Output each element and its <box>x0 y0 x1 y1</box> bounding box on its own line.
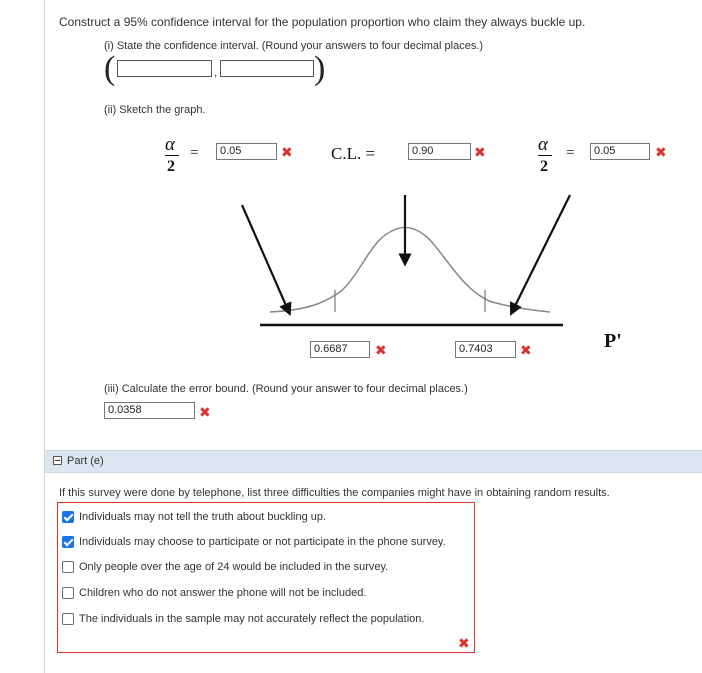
part-e-title: Part (e) <box>67 455 104 467</box>
option-label: Individuals may not tell the truth about buckling up. <box>79 511 327 523</box>
incorrect-x-icon: ✖ <box>655 144 667 160</box>
normal-curve <box>270 227 550 312</box>
interval-upper-input[interactable] <box>220 60 314 77</box>
close-paren: ) <box>314 50 326 87</box>
checkbox-checked[interactable] <box>62 511 74 523</box>
denominator: 2 <box>540 158 548 175</box>
option-label: Individuals may choose to participate or not participate in the phone survey. <box>79 536 446 548</box>
part-i-label: (i) State the confidence interval. (Round your answers to four decimal places.) <box>104 40 484 52</box>
upper-bound-input[interactable]: 0.7403 <box>455 341 516 358</box>
checkbox-checked[interactable] <box>62 536 74 548</box>
part-e-header[interactable] <box>45 450 702 473</box>
option-5[interactable] <box>58 611 474 629</box>
question-intro: Construct a 95% confidence interval for the population proportion who claim they always buckle up. <box>59 15 586 29</box>
option-label: Only people over the age of 24 would be included in the survey. <box>79 561 389 573</box>
part-e-prompt: If this survey were done by telephone, list three difficulties the companies might have in obtaining random results. <box>59 487 610 499</box>
option-2[interactable] <box>58 534 474 552</box>
cl-label: C.L. = <box>331 144 376 163</box>
open-paren: ( <box>104 50 116 87</box>
option-3[interactable] <box>58 559 474 577</box>
alpha-symbol: α <box>165 134 175 155</box>
alpha-right-input[interactable]: 0.05 <box>590 143 650 160</box>
incorrect-x-icon: ✖ <box>458 635 470 651</box>
incorrect-x-icon: ✖ <box>474 144 486 160</box>
option-4[interactable] <box>58 585 474 603</box>
incorrect-x-icon: ✖ <box>199 404 211 420</box>
fraction-bar <box>165 155 179 156</box>
collapse-minus-icon[interactable] <box>53 456 62 465</box>
equals-sign: = <box>190 145 199 161</box>
error-bound-input[interactable]: 0.0358 <box>104 402 195 419</box>
part-ii-label: (ii) Sketch the graph. <box>104 104 206 116</box>
option-1[interactable] <box>58 509 474 527</box>
alpha-symbol: α <box>538 134 548 155</box>
part-iii-label: (iii) Calculate the error bound. (Round your answer to four decimal places.) <box>104 383 468 395</box>
option-label: The individuals in the sample may not accurately reflect the population. <box>79 613 425 625</box>
option-label: Children who do not answer the phone will not be included. <box>79 587 367 599</box>
incorrect-x-icon: ✖ <box>281 144 293 160</box>
equals-sign: = <box>566 145 575 161</box>
incorrect-x-icon: ✖ <box>520 342 532 358</box>
bell-curve-sketch <box>230 180 590 340</box>
lower-bound-input[interactable]: 0.6687 <box>310 341 370 358</box>
content-left-border <box>44 0 45 673</box>
fraction-bar <box>538 155 552 156</box>
p-prime-label: P' <box>604 330 622 352</box>
checkbox-unchecked[interactable] <box>62 613 74 625</box>
answer-options-box <box>57 502 475 653</box>
right-tail-arrow <box>513 195 570 310</box>
incorrect-x-icon: ✖ <box>375 342 387 358</box>
checkbox-unchecked[interactable] <box>62 561 74 573</box>
denominator: 2 <box>167 158 175 175</box>
checkbox-unchecked[interactable] <box>62 587 74 599</box>
interval-comma: , <box>214 65 218 79</box>
alpha-left-input[interactable]: 0.05 <box>216 143 277 160</box>
interval-lower-input[interactable] <box>117 60 212 77</box>
cl-input[interactable]: 0.90 <box>408 143 471 160</box>
left-tail-arrow <box>242 205 288 310</box>
